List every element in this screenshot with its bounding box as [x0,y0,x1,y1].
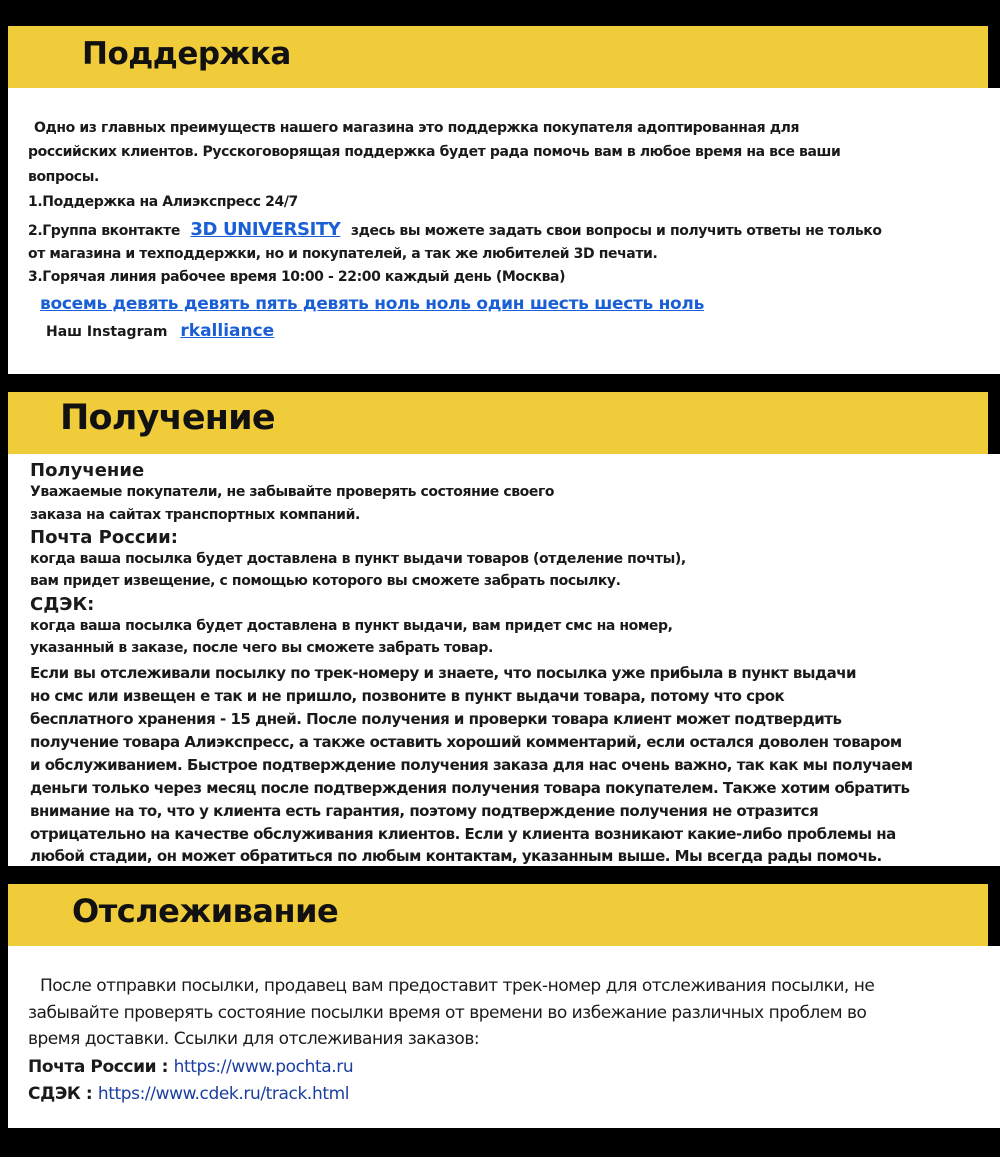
support-title: Поддержка [82,36,291,72]
tracking-text-line: После отправки посылки, продавец вам предоставит трек-номер для отслеживания посылки, не [40,976,875,996]
instagram-link[interactable]: rkalliance [180,321,275,341]
support-item-3: 3.Горячая линия рабочее время 10:00 - 22:00 каждый день (Москва) [28,269,566,285]
top-bar [0,0,1000,26]
post-russia-line: вам придет извещение, с помощью которого вы сможете забрать посылку. [30,573,621,589]
separator-bar [0,374,1000,392]
receipt-body-line: отрицательно на качестве обслуживания клиентов. Если у клиента возникают какие-либо проблемы на [30,825,896,843]
cdek-line: когда ваша посылка будет доставлена в пункт выдачи, вам придет смс на номер, [30,618,673,634]
tracking-title: Отслеживание [72,892,339,930]
receipt-body-line: любой стадии, он может обратиться по любым контактам, указанным выше. Мы всегда рады помочь. [30,847,882,865]
tracking-text-line: время доставки. Ссылки для отслеживания заказов: [28,1029,480,1049]
support-text-line: вопросы. [28,169,99,185]
pochta-link[interactable]: https://www.pochta.ru [173,1057,354,1077]
receipt-body-line: бесплатного хранения - 15 дней. После получения и проверки товара клиент может подтвердить [30,710,842,728]
cdek-line: указанный в заказе, после чего вы сможете забрать товар. [30,640,493,656]
support-item-2-suffix: здесь вы можете задать свои вопросы и получить ответы не только [350,223,882,239]
tracking-header [8,884,988,946]
hotline-phone-link[interactable]: восемь девять девять пять девять ноль ноль один шесть шесть ноль [40,294,705,314]
receipt-body-line: и обслуживанием. Быстрое подтверждение получения заказа для нас очень важно, так как мы получаем [30,756,913,774]
receipt-header [8,392,988,454]
cdek-link[interactable]: https://www.cdek.ru/track.html [97,1084,350,1104]
tracking-cdek-label: СДЭК : [28,1084,93,1104]
support-item-2-line2: от магазина и техподдержки, но и покупателей, а так же любителей 3D печати. [28,246,658,262]
receipt-intro-line: заказа на сайтах транспортных компаний. [30,507,360,523]
instagram-row [46,321,274,341]
tracking-post-row [28,1057,353,1077]
tracking-text-line: забывайте проверять состояние посылки время от времени во избежание различных проблем во [28,1003,867,1023]
receipt-intro-line: Уважаемые покупатели, не забывайте проверять состояние своего [30,484,555,500]
instagram-label: Наш Instagram [46,324,168,340]
tracking-panel [8,946,1000,1128]
support-header [8,26,988,88]
receipt-body-line: но смс или извещен е так и не пришло, позвоните в пункт выдачи товара, потому что срок [30,687,785,705]
receipt-subtitle: Получение [30,460,145,481]
support-item-2-prefix: 2.Группа вконтакте [28,223,180,239]
support-panel [8,88,1000,374]
receipt-body-line: получение товара Алиэкспресс, а также оставить хороший комментарий, если остался доволен товаром [30,733,902,751]
receipt-panel [8,454,1000,866]
receipt-title: Получение [60,398,275,438]
vk-group-link[interactable]: 3D UNIVERSITY [190,219,341,240]
tracking-post-label: Почта России : [28,1057,169,1077]
support-text-line: Одно из главных преимуществ нашего магазина это поддержка покупателя адоптированная для [34,120,800,136]
support-item-2 [28,219,882,240]
bottom-bar [0,1128,1000,1157]
separator-bar [0,866,1000,884]
receipt-body-line: деньги только через месяц после подтверждения получения товара покупателем. Также хотим обратить [30,779,910,797]
support-item-1: 1.Поддержка на Алиэкспресс 24/7 [28,194,298,210]
receipt-body-line: Если вы отслеживали посылку по трек-номеру и знаете, что посылка уже прибыла в пункт выдачи [30,664,857,682]
receipt-body-line: внимание на то, что у клиента есть гарантия, поэтому подтверждение получения не отразится [30,802,819,820]
tracking-cdek-row [28,1084,349,1104]
post-russia-title: Почта России: [30,527,178,548]
post-russia-line: когда ваша посылка будет доставлена в пункт выдачи товаров (отделение почты), [30,551,686,567]
cdek-title: СДЭК: [30,594,95,615]
support-text-line: российских клиентов. Русскоговорящая поддержка будет рада помочь вам в любое время на все ваши [28,144,841,160]
